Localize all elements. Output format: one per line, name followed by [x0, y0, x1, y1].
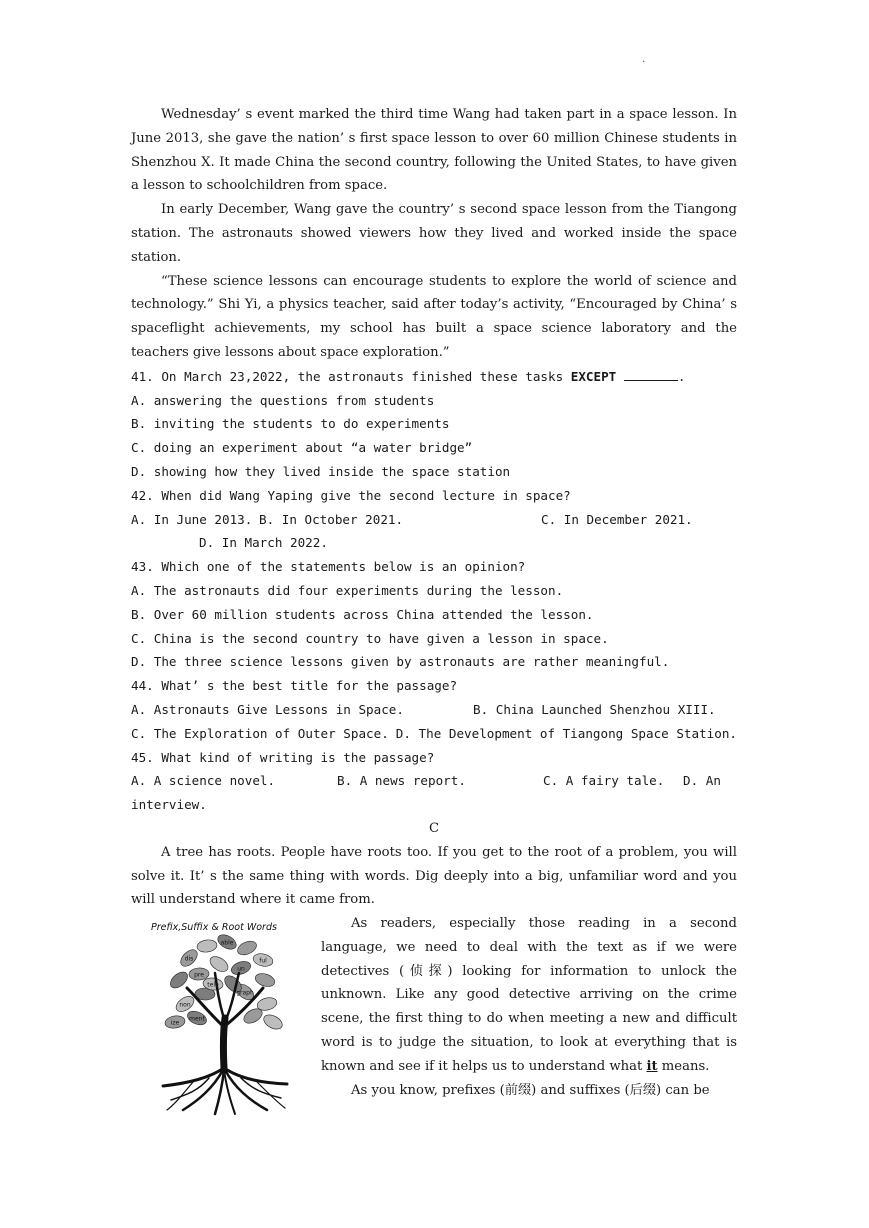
options-44-row-2 [131, 722, 737, 746]
option-43-c: C. China is the second country to have given a lesson in space. [131, 630, 609, 646]
page-mark: . [642, 54, 646, 65]
tree-leaf [261, 1012, 284, 1032]
option-44-b: B. China Launched Shenzhou XIII. [473, 701, 716, 717]
tree-caption: Prefix,Suffix & Root Words [151, 922, 277, 934]
question-44: 44. What’ s the best title for the passage? [131, 678, 458, 694]
tree-leaf-word: tele [207, 981, 219, 989]
tree-leaf-word: ful [259, 957, 267, 965]
tree-leaf [235, 939, 258, 958]
passage-c-figure-wrap [131, 912, 737, 1102]
question-list [131, 365, 737, 817]
option-42-c: C. In December 2021. [541, 511, 693, 527]
question-41 [131, 365, 737, 389]
tree-leaf-word: non [179, 1001, 191, 1009]
passage-c-paragraph-3: As you know, prefixes (前缀) and suffixes (后缀) can be [351, 1082, 710, 1098]
option-42-b: B. In October 2021. [259, 511, 404, 527]
tree-leaf [207, 954, 230, 975]
page-content [131, 103, 737, 1116]
option-41-b: B. inviting the students to do experiments [131, 416, 450, 432]
tree-leaf-word: able [220, 939, 234, 947]
option-45-a: A. A science novel. [131, 773, 276, 789]
option-44-c: C. The Exploration of Outer Space. [131, 725, 389, 741]
option-44-a: A. Astronauts Give Lessons in Space. [131, 701, 404, 717]
option-41-c: C. doing an experiment about “a water bridge” [131, 440, 473, 456]
option-42-a: A. In June 2013. [131, 511, 253, 527]
tree-leaf-word: ize [170, 1019, 180, 1027]
option-45-d-continued: interview. [131, 797, 207, 813]
underlined-word-it: it [646, 1058, 658, 1074]
tree-leaf-word: pre [194, 971, 204, 979]
tree-roots [163, 1068, 287, 1114]
option-43-b: B. Over 60 million students across China attended the lesson. [131, 606, 594, 622]
option-41-d: D. showing how they lived inside the space station [131, 463, 511, 479]
tree-leaf-word: un [237, 965, 245, 973]
option-41-a: A. answering the questions from students [131, 392, 435, 408]
option-44-d: D. The Development of Tiangong Space Station. [395, 725, 737, 741]
paragraph-2-text: As readers, especially those reading in a second language, we need to deal with the text as if we were detectives (侦探) looking for information to unlock the unknown. Like any good detective arriving on the crime scene, the first thing to do when meeting a new and difficult word is to judge the situation, to look at everything that is known and see if it helps us to understand what [321, 916, 737, 1074]
tree-leaf [254, 971, 277, 989]
prefix-suffix-root-tree-illustration [149, 918, 299, 1116]
tree-leaf [196, 939, 217, 954]
question-41-stem: 41. On March 23,2022, the astronauts finished these tasks [131, 368, 571, 384]
passage-c-paragraph-1: A tree has roots. People have roots too. If you get to the root of a problem, you will solve it. It’ s the same thing with words. Dig deeply into a big, unfamiliar word and you will understand where it came from. [131, 844, 737, 908]
passage-c-label: C [428, 820, 440, 836]
passage-b-paragraph-2: In early December, Wang gave the country’ s second space lesson from the Tiangong station. The astronauts showed viewers how they lived and worked inside the space station. [131, 202, 737, 265]
option-45-b: B. A news report. [337, 773, 466, 789]
question-41-end: . [677, 368, 686, 384]
answer-blank [624, 368, 678, 381]
tree-leaf-word: ment [189, 1015, 205, 1023]
option-45-c: C. A fairy tale. [543, 773, 665, 789]
question-45: 45. What kind of writing is the passage? [131, 749, 435, 765]
option-42-d: D. In March 2022. [199, 535, 328, 551]
tree-leaf-word: graph [236, 989, 254, 997]
question-41-keyword: EXCEPT [570, 368, 617, 384]
question-43: 43. Which one of the statements below is an opinion? [131, 559, 526, 575]
options-44-row-1 [131, 698, 737, 722]
option-43-a: A. The astronauts did four experiments during the lesson. [131, 582, 564, 598]
paragraph-2-end: means. [657, 1058, 710, 1074]
option-45-d: D. An [683, 773, 721, 789]
question-42: 42. When did Wang Yaping give the second lecture in space? [131, 487, 571, 503]
options-45-row [131, 769, 737, 793]
tree-leaf-word: dis [184, 955, 194, 963]
passage-b-paragraph-3: “These science lessons can encourage students to explore the world of science and technology.” Shi Yi, a physics teacher, said after today’s activity, “Encouraged by China’ s spaceflight achievements, my school has built a space science laboratory and the teachers give lessons about space exploration.” [131, 273, 737, 360]
passage-b-paragraph-1: Wednesday’ s event marked the third time Wang had taken part in a space lesson. In June 2013, she gave the nation’ s first space lesson to over 60 million Chinese students in Shenzhou X. It made China the second country, following the United States, to have given a lesson to schoolchildren from space. [131, 107, 737, 194]
options-42-row [131, 508, 737, 532]
option-43-d: D. The three science lessons given by astronauts are rather meaningful. [131, 654, 670, 670]
